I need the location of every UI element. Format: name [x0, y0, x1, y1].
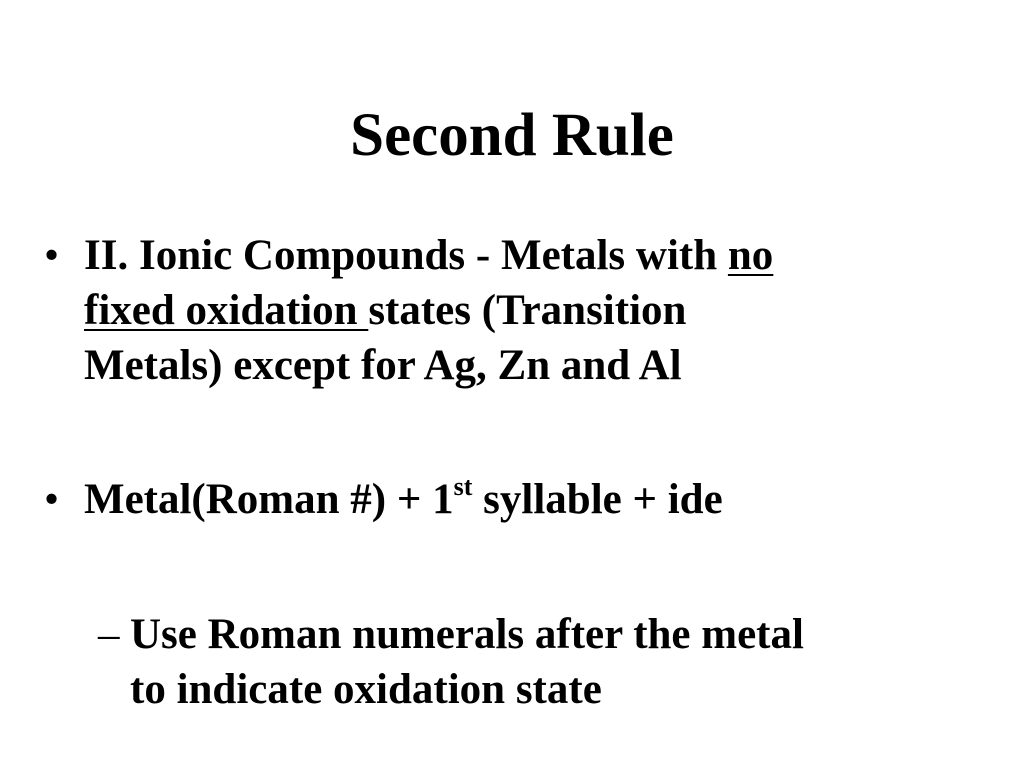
sub-bullet-text: [130, 607, 970, 717]
sub-bullet-line2: to indicate oxidation state: [130, 666, 602, 713]
bullet-naming-formula: [44, 472, 944, 532]
underlined-fixed-oxidation: fixed oxidation: [84, 287, 369, 334]
ordinal-superscript: st: [453, 472, 473, 501]
bullet-text-part1: II. Ionic Compounds - Metals with: [84, 232, 728, 279]
sub-bullet-roman-numerals: [98, 607, 978, 727]
bullet-ionic-compounds: [44, 228, 944, 398]
formula-part1: Metal(Roman #) + 1: [84, 476, 454, 523]
bullet-text-part2: states (Transition: [368, 287, 687, 334]
underlined-no: no: [727, 232, 774, 279]
sub-bullet-line1: Use Roman numerals after the metal: [130, 611, 804, 658]
bullet-text: [84, 472, 944, 527]
bullet-marker: •: [44, 232, 60, 279]
bullet-text: [84, 228, 944, 393]
formula-part2: syllable + ide: [472, 476, 723, 523]
bullet-marker: •: [44, 476, 60, 523]
bullet-text-line3: Metals) except for Ag, Zn and Al: [84, 342, 682, 389]
slide-title: Second Rule: [350, 102, 674, 169]
dash-marker: –: [98, 611, 120, 658]
